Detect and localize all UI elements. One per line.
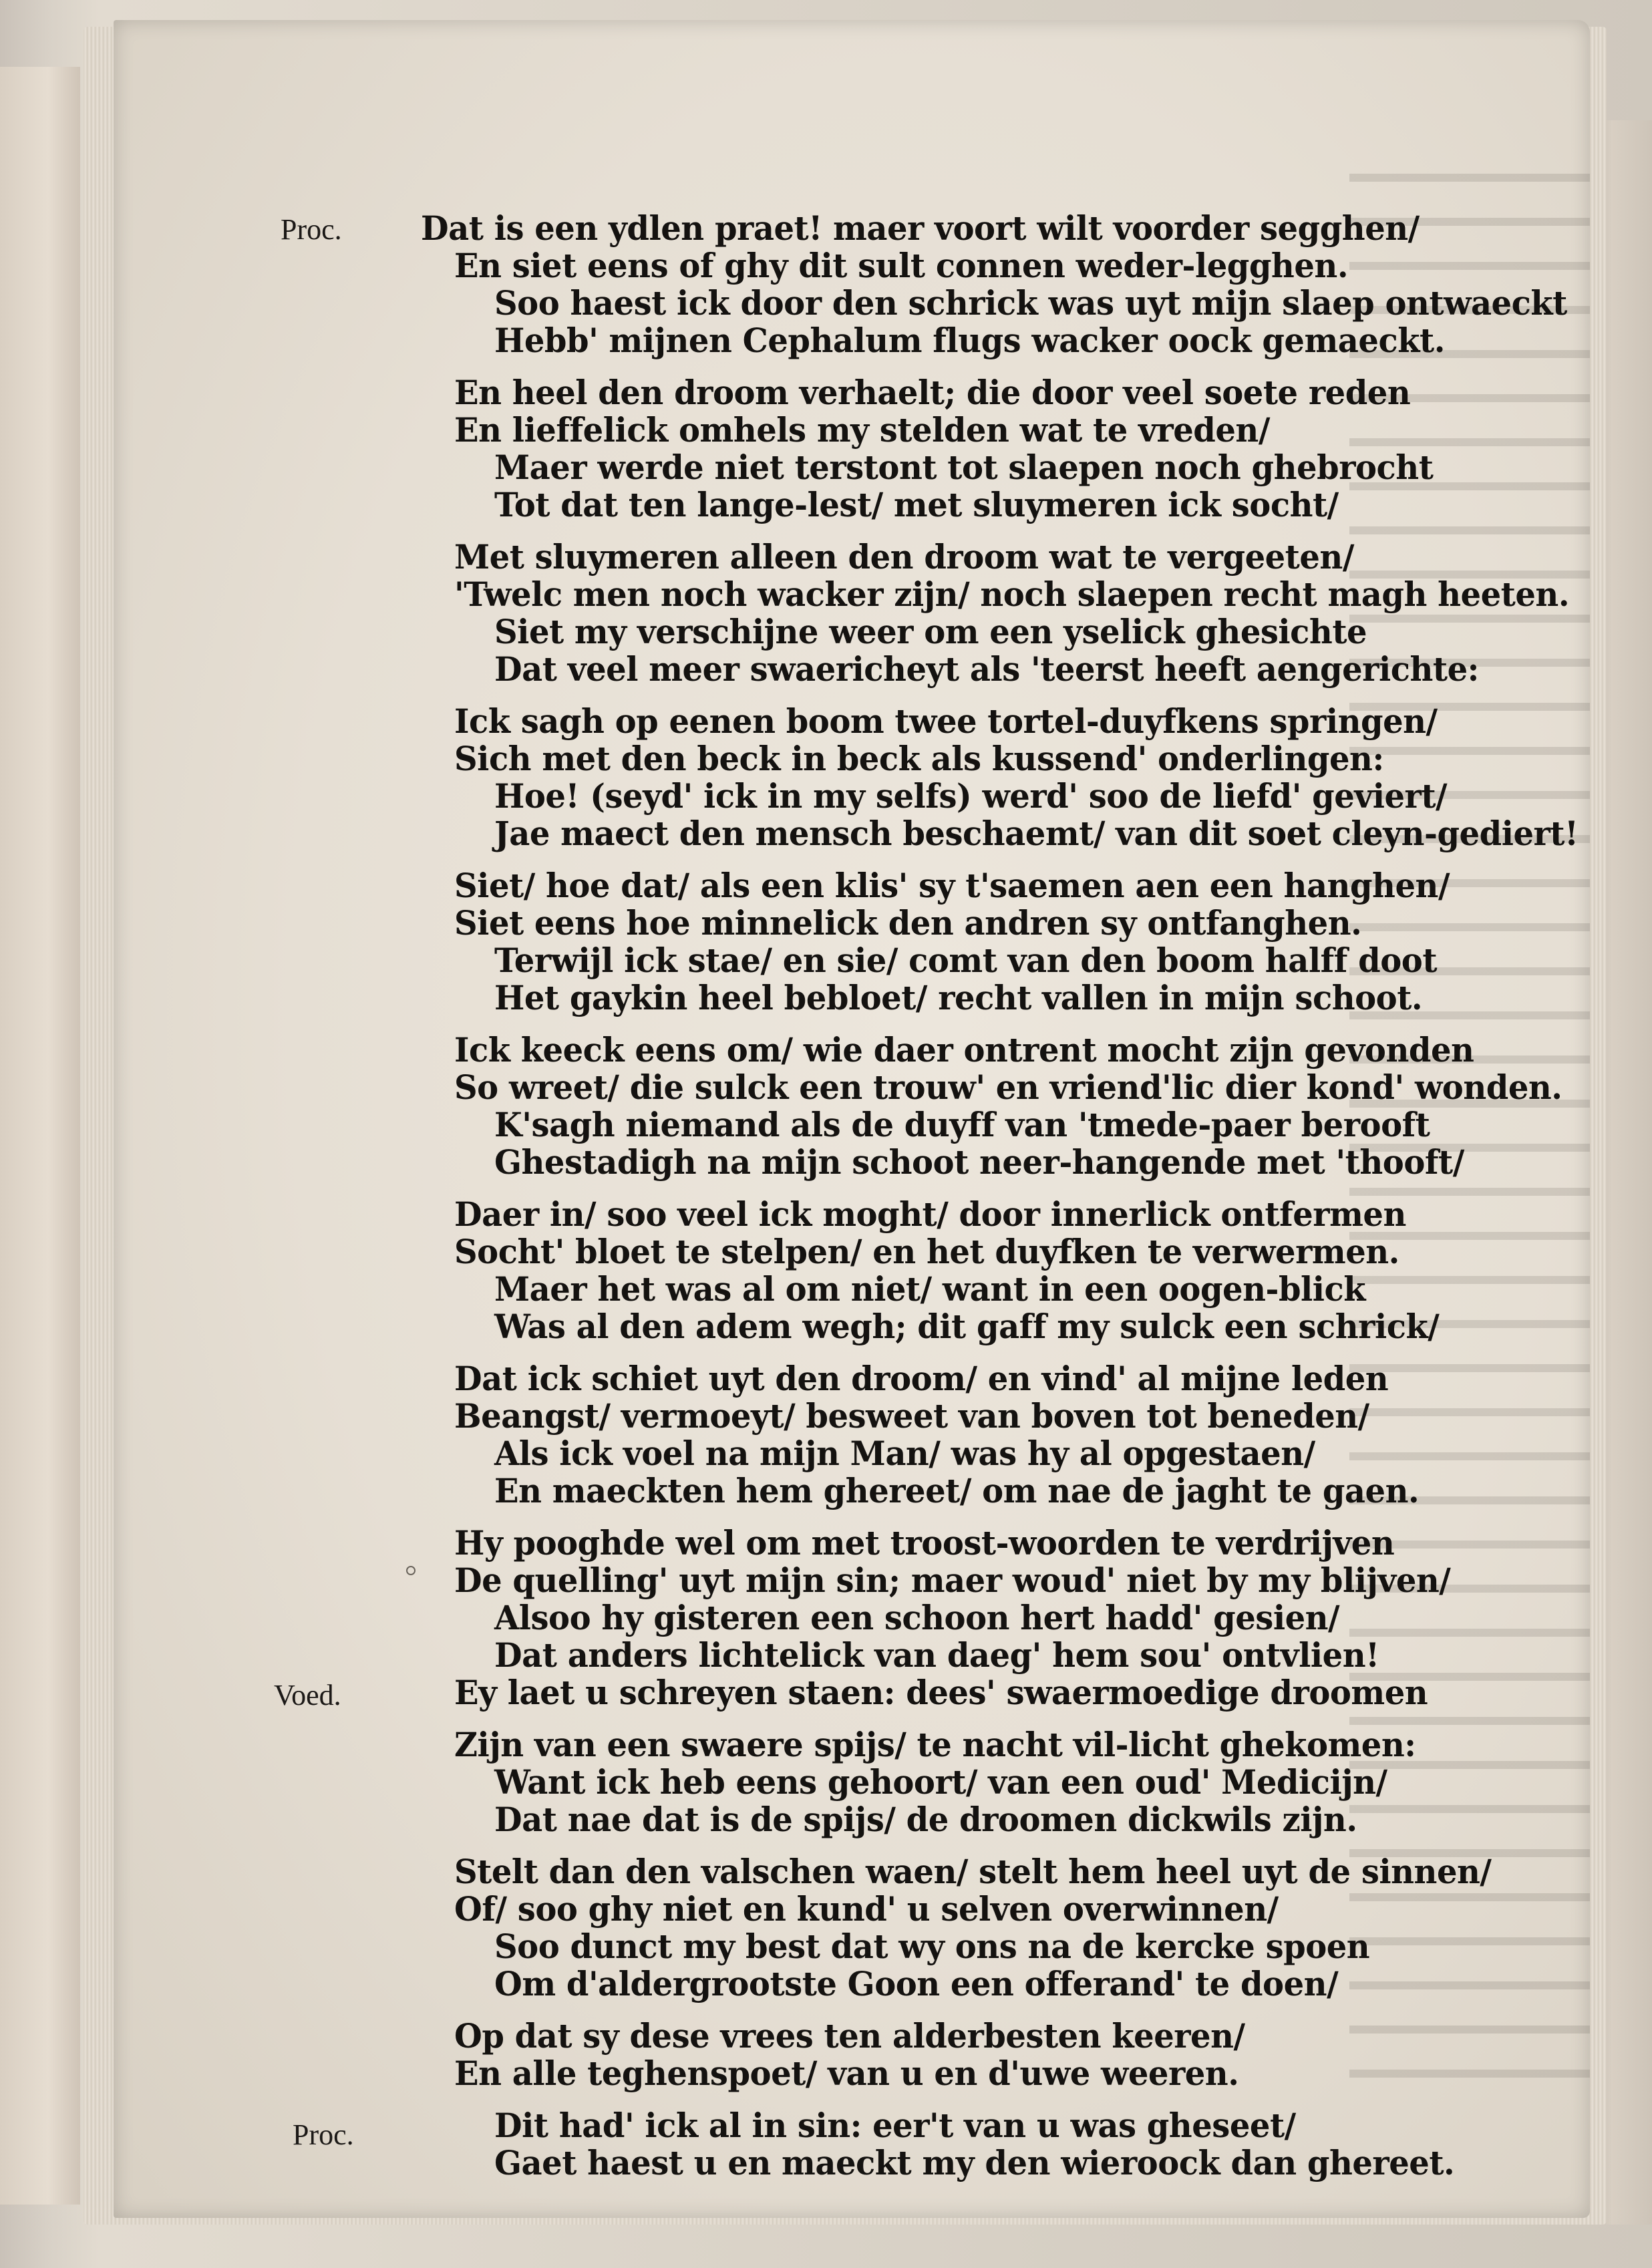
verse-line-23: K'sagh niemand als de duyff van 'tmede-paer berooft: [494, 1105, 1430, 1144]
verse-line-19: Terwijl ick stae/ en sie/ comt van den boom halff doot: [494, 941, 1438, 980]
speaker-proc-2: Proc.: [293, 2118, 354, 2151]
verse-line-26: Socht' bloet te stelpen/ en het duyfken te verwermen.: [454, 1232, 1399, 1271]
verse-line-48: Gaet haest u en maeckt my den wieroock dan ghereet.: [494, 2143, 1455, 2182]
verse-line-17: Siet/ hoe dat/ als een klis' sy t'saemen aen een hanghen/: [454, 866, 1450, 905]
verse-line-28: Was al den adem wegh; dit gaff my sulck een schrick/: [494, 1307, 1440, 1346]
verse-line-1: Dat is een ydlen praet! maer voort wilt voorder segghen/: [421, 208, 1420, 248]
verse-line-5: En heel den droom verhaelt; die door veel soete reden: [454, 373, 1411, 412]
verse-line-46: En alle teghenspoet/ van u en d'uwe weeren.: [454, 2054, 1239, 2093]
verse-line-25: Daer in/ soo veel ick moght/ door innerlick ontfermen: [454, 1194, 1406, 1234]
verse-line-13: Ick sagh op eenen boom twee tortel-duyfkens springen/: [454, 701, 1438, 741]
verse-line-31: Als ick voel na mijn Man/ was hy al opgestaen/: [494, 1434, 1315, 1473]
verse-line-39: Want ick heb eens gehoort/ van een oud' Medicijn/: [494, 1762, 1387, 1802]
verse-line-35: Alsoo hy gisteren een schoon hert hadd' gesien/: [494, 1598, 1340, 1637]
verse-line-41: Stelt dan den valschen waen/ stelt hem heel uyt de sinnen/: [454, 1852, 1492, 1891]
verse-line-37: Ey laet u schreyen staen: dees' swaermoedige droomen: [454, 1673, 1428, 1712]
verse-line-42: Of/ soo ghy niet en kund' u selven overwinnen/: [454, 1889, 1279, 1929]
verse-line-3: Soo haest ick door den schrick was uyt mijn slaep ontwaeckt: [494, 283, 1567, 323]
verse-line-2: En siet eens of ghy dit sult connen weder-legghen.: [454, 246, 1349, 285]
verse-line-12: Dat veel meer swaericheyt als 'teerst heeft aengerichte:: [494, 649, 1479, 689]
verse-line-27: Maer het was al om niet/ want in een oogen-blick: [494, 1269, 1366, 1309]
verse-line-6: En lieffelick omhels my stelden wat te vreden/: [454, 410, 1270, 450]
verse-line-40: Dat nae dat is de spijs/ de droomen dickwils zijn.: [494, 1800, 1357, 1839]
left-facing-page: [0, 67, 80, 2205]
verse-line-7: Maer werde niet terstont tot slaepen noch ghebrocht: [494, 448, 1434, 487]
verse-line-29: Dat ick schiet uyt den droom/ en vind' al mijne leden: [454, 1359, 1389, 1398]
verse-line-10: 'Twelc men noch wacker zijn/ noch slaepen recht magh heeten.: [454, 575, 1570, 614]
verse-line-22: So wreet/ die sulck een trouw' en vriend'lic dier kond' wonden.: [454, 1068, 1562, 1107]
speaker-voed: Voed.: [274, 1679, 341, 1712]
verse-line-45: Op dat sy dese vrees ten alderbesten keeren/: [454, 2016, 1245, 2056]
verse-line-36: Dat anders lichtelick van daeg' hem sou' ontvlien!: [494, 1635, 1379, 1675]
verse-line-18: Siet eens hoe minnelick den andren sy ontfanghen.: [454, 903, 1362, 943]
verse-line-33: Hy pooghde wel om met troost-woorden te verdrijven: [454, 1523, 1395, 1563]
verse-line-43: Soo dunct my best dat wy ons na de kercke spoen: [494, 1927, 1370, 1966]
speaker-proc: Proc.: [281, 213, 342, 246]
verse-line-16: Jae maect den mensch beschaemt/ van dit soet cleyn-gediert!: [494, 814, 1579, 853]
verse-block: [114, 20, 1590, 2218]
ink-mark: [406, 1566, 416, 1575]
verse-line-14: Sich met den beck in beck als kussend' onderlingen:: [454, 739, 1384, 778]
verse-line-38: Zijn van een swaere spijs/ te nacht vil-licht ghekomen:: [454, 1725, 1416, 1764]
verse-line-24: Ghestadigh na mijn schoot neer-hangende met 'thooft/: [494, 1142, 1464, 1182]
verse-line-32: En maeckten hem ghereet/ om nae de jaght te gaen.: [494, 1471, 1420, 1510]
verse-line-47: Dit had' ick al in sin: eer't van u was gheseet/: [494, 2106, 1296, 2145]
verse-line-44: Om d'aldergrootste Goon een offerand' te doen/: [494, 1964, 1339, 2003]
book-page: [114, 20, 1590, 2218]
verse-line-20: Het gaykin heel bebloet/ recht vallen in mijn schoot.: [494, 978, 1423, 1017]
verse-line-11: Siet my verschijne weer om een yselick ghesichte: [494, 612, 1367, 651]
verse-line-21: Ick keeck eens om/ wie daer ontrent mocht zijn gevonden: [454, 1030, 1474, 1070]
verse-line-8: Tot dat ten lange-lest/ met sluymeren ick socht/: [494, 485, 1339, 524]
verse-line-30: Beangst/ vermoeyt/ besweet van boven tot beneden/: [454, 1396, 1369, 1436]
verse-line-15: Hoe! (seyd' ick in my selfs) werd' soo de liefd' geviert/: [494, 776, 1448, 816]
verse-line-4: Hebb' mijnen Cephalum flugs wacker oock gemaeckt.: [494, 321, 1445, 360]
verse-line-9: Met sluymeren alleen den droom wat te vergeeten/: [454, 537, 1354, 577]
verse-line-34: De quelling' uyt mijn sin; maer woud' niet by my blijven/: [454, 1561, 1451, 1600]
